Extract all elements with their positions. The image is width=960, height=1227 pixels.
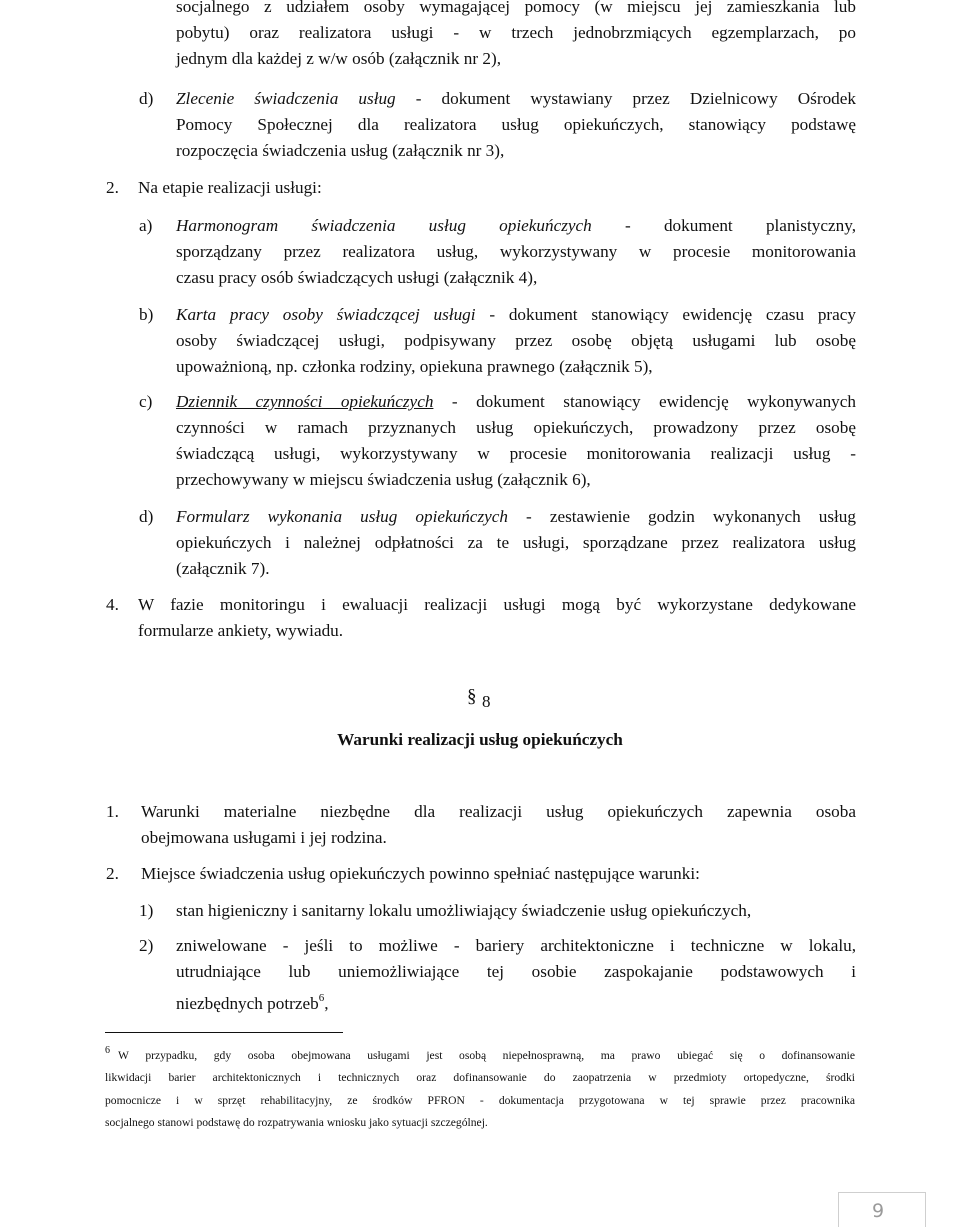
point-number: 2.	[106, 178, 119, 197]
item-term: Harmonogram świadczenia usług opiekuńczych	[176, 216, 592, 235]
item-d-line-3: (załącznik 7).	[176, 559, 270, 578]
section-sign: §	[467, 686, 477, 707]
item-term: Zlecenie świadczenia usług	[176, 89, 396, 108]
footnote-reference[interactable]: 6	[318, 992, 325, 1004]
item-term: Formularz wykonania usług opiekuńczych	[176, 507, 508, 526]
intro-line-1: socjalnego z udziałem osoby wymagającej pomocy (w miejscu jej zamieszkania lub	[176, 0, 856, 16]
footnote-line-4: socjalnego stanowi podstawę do rozpatrywania wniosku jako sytuacji szczególnej.	[105, 1115, 488, 1129]
item-1d-line-2: Pomocy Społecznej dla realizatora usług opiekuńczych, stanowiący podstawę	[176, 115, 856, 134]
item-c-line-1: Dziennik czynności opiekuńczych - dokument stanowiący ewidencję wykonywanych	[176, 392, 857, 411]
subitem-2-line-3: niezbędnych potrzeb$^6$,	[176, 992, 329, 1013]
item-term: Dziennik czynności opiekuńczych	[176, 392, 434, 411]
subitem-label: 2)	[139, 936, 154, 955]
intro-line-2: pobytu) oraz realizatora usługi - w trzech jednobrzmiących egzemplarzach, po	[176, 23, 856, 42]
subitem-2-line-2: utrudniające lub uniemożliwiające tej osobie zaspokajanie podstawowych i	[176, 962, 856, 981]
point-4-line-1: W fazie monitoringu i ewaluacji realizacji usługi mogą być wykorzystane dedykowane	[138, 595, 856, 614]
item-label: c)	[139, 392, 153, 411]
item-label: d)	[139, 507, 154, 526]
item-c-line-4: przechowywany w miejscu świadczenia usług (załącznik 6),	[176, 470, 591, 489]
item-label: a)	[139, 216, 153, 235]
condition-number: 2.	[106, 864, 119, 883]
item-1d-line-3: rozpoczęcia świadczenia usług (załącznik nr 3),	[176, 141, 505, 160]
footnote-separator	[105, 1032, 343, 1033]
condition-1-line-2: obejmowana usługami i jej rodzina.	[141, 828, 387, 847]
point-number: 4.	[106, 595, 119, 614]
item-a-line-1: Harmonogram świadczenia usług opiekuńczych - dokument planistyczny,	[176, 216, 856, 235]
footnote-line-3: pomocnicze i w sprzęt rehabilitacyjny, ze środków PFRON - dokumentacja przygotowana w tej sprawie przez pracownika	[105, 1093, 855, 1107]
footnote-line-2: likwidacji barier architektonicznych i technicznych oraz dofinansowanie do zaopatrzenia w przedmioty ortopedyczne, środki	[105, 1071, 855, 1085]
footnote	[105, 1040, 855, 1134]
point-4-line-2: formularze ankiety, wywiadu.	[138, 621, 344, 640]
item-b-line-2: osoby świadczącej usługi, podpisywany przez osobę objętą usługami lub osobę	[176, 331, 856, 350]
page-number: 9	[872, 1200, 885, 1222]
item-label: b)	[139, 305, 154, 324]
item-term: Karta pracy osoby świadczącej usługi	[176, 305, 476, 324]
item-d-line-2: opiekuńczych i należnej odpłatności za te usługi, sporządzane przez realizatora usług	[176, 533, 856, 552]
item-b-line-3: upoważnioną, np. członka rodziny, opiekuna prawnego (załącznik 5),	[176, 357, 653, 376]
section-title: Warunki realizacji usług opiekuńczych	[337, 730, 623, 749]
subitem-label: 1)	[139, 901, 154, 920]
footnote-mark: 6	[105, 1045, 110, 1056]
item-d-line-1: Formularz wykonania usług opiekuńczych - zestawienie godzin wykonanych usług	[176, 507, 856, 526]
item-a-line-2: sporządzany przez realizatora usług, wykorzystywany w procesie monitorowania	[176, 242, 856, 261]
footnote-line-1: $^6$ W przypadku, gdy osoba obejmowana usługami jest osobą niepełnosprawną, ma prawo ubiegać się o dofinansowanie	[105, 1045, 855, 1062]
intro-line-3: jednym dla każdej z w/w osób (załącznik nr 2),	[176, 49, 502, 68]
item-1d-line-1: Zlecenie świadczenia usług - dokument wystawiany przez Dzielnicowy Ośrodek	[176, 89, 856, 108]
point-text: Na etapie realizacji usługi:	[138, 178, 322, 197]
subitem-2-line-1: zniwelowane - jeśli to możliwe - bariery architektoniczne i techniczne w lokalu,	[176, 936, 856, 955]
condition-2-line-1: Miejsce świadczenia usług opiekuńczych powinno spełniać następujące warunki:	[141, 864, 700, 883]
condition-1-line-1: Warunki materialne niezbędne dla realizacji usług opiekuńczych zapewnia osoba	[141, 802, 856, 821]
item-a-line-3: czasu pracy osób świadczących usługi (załącznik 4),	[176, 268, 538, 287]
section-number: 8	[482, 692, 491, 711]
condition-number: 1.	[106, 802, 119, 821]
item-c-line-3: świadczącą usługi, wykorzystywany w procesie monitorowania realizacji usług -	[176, 444, 856, 463]
item-c-line-2: czynności w ramach przyznanych usług opiekuńczych, prowadzony przez osobę	[176, 418, 856, 437]
item-b-line-1: Karta pracy osoby świadczącej usługi - dokument stanowiący ewidencję czasu pracy	[176, 305, 856, 324]
subitem-1-line-1: stan higieniczny i sanitarny lokalu umożliwiający świadczenie usług opiekuńczych,	[176, 901, 752, 920]
item-label: d)	[139, 89, 154, 108]
